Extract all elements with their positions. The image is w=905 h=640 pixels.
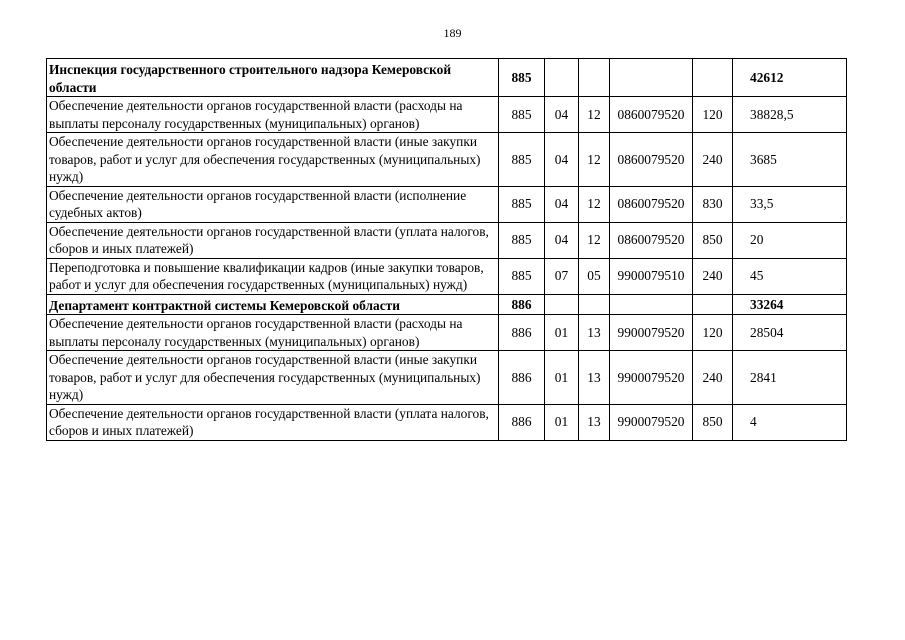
cell-expense-type — [693, 294, 733, 315]
cell-department-code: 886 — [499, 351, 545, 405]
cell-department-code: 885 — [499, 258, 545, 294]
cell-subsection: 12 — [579, 186, 610, 222]
cell-target-article — [610, 59, 693, 97]
cell-sum: 45 — [733, 258, 847, 294]
cell-target-article: 9900079510 — [610, 258, 693, 294]
table-row — [47, 97, 847, 133]
cell-name: Обеспечение деятельности органов государственной власти (расходы на выплаты персоналу государственных (муниципальных) органов) — [47, 97, 499, 133]
cell-sum: 33,5 — [733, 186, 847, 222]
cell-target-article: 0860079520 — [610, 186, 693, 222]
cell-section: 04 — [545, 186, 579, 222]
cell-section: 07 — [545, 258, 579, 294]
table-row — [47, 186, 847, 222]
cell-sum: 4 — [733, 404, 847, 440]
cell-name: Обеспечение деятельности органов государственной власти (уплата налогов, сборов и иных платежей) — [47, 404, 499, 440]
cell-subsection: 12 — [579, 133, 610, 187]
cell-expense-type: 240 — [693, 133, 733, 187]
cell-sum: 28504 — [733, 315, 847, 351]
cell-section: 04 — [545, 222, 579, 258]
cell-section: 04 — [545, 97, 579, 133]
cell-section: 01 — [545, 404, 579, 440]
cell-department-code: 885 — [499, 222, 545, 258]
table-row-department — [47, 294, 847, 315]
cell-name: Инспекция государственного строительного надзора Кемеровской области — [47, 59, 499, 97]
cell-department-code: 886 — [499, 315, 545, 351]
cell-expense-type: 120 — [693, 97, 733, 133]
cell-subsection: 13 — [579, 404, 610, 440]
cell-subsection: 12 — [579, 97, 610, 133]
cell-expense-type: 850 — [693, 404, 733, 440]
cell-department-code: 886 — [499, 294, 545, 315]
cell-department-code: 885 — [499, 133, 545, 187]
cell-department-code: 885 — [499, 97, 545, 133]
cell-sum: 33264 — [733, 294, 847, 315]
cell-expense-type: 240 — [693, 258, 733, 294]
cell-target-article — [610, 294, 693, 315]
table-row — [47, 222, 847, 258]
cell-name: Обеспечение деятельности органов государственной власти (уплата налогов, сборов и иных платежей) — [47, 222, 499, 258]
cell-section: 01 — [545, 351, 579, 405]
budget-table-body — [47, 59, 847, 441]
cell-subsection: 05 — [579, 258, 610, 294]
cell-target-article: 9900079520 — [610, 351, 693, 405]
cell-subsection — [579, 59, 610, 97]
table-row — [47, 404, 847, 440]
cell-subsection: 13 — [579, 351, 610, 405]
cell-target-article: 0860079520 — [610, 222, 693, 258]
cell-expense-type — [693, 59, 733, 97]
cell-expense-type: 850 — [693, 222, 733, 258]
budget-table — [46, 58, 847, 441]
table-row — [47, 258, 847, 294]
cell-name: Департамент контрактной системы Кемеровской области — [47, 294, 499, 315]
cell-target-article: 0860079520 — [610, 133, 693, 187]
cell-subsection: 13 — [579, 315, 610, 351]
cell-sum: 20 — [733, 222, 847, 258]
page-number: 189 — [443, 26, 462, 40]
cell-expense-type: 830 — [693, 186, 733, 222]
cell-subsection — [579, 294, 610, 315]
cell-name: Обеспечение деятельности органов государственной власти (исполнение судебных актов) — [47, 186, 499, 222]
cell-sum: 2841 — [733, 351, 847, 405]
cell-section — [545, 294, 579, 315]
cell-section: 04 — [545, 133, 579, 187]
cell-department-code: 885 — [499, 186, 545, 222]
cell-name: Переподготовка и повышение квалификации кадров (иные закупки товаров, работ и услуг для обеспечения государственных (муниципальных) нужд) — [47, 258, 499, 294]
cell-section: 01 — [545, 315, 579, 351]
cell-sum: 38828,5 — [733, 97, 847, 133]
table-row-department — [47, 59, 847, 97]
cell-expense-type: 240 — [693, 351, 733, 405]
cell-target-article: 0860079520 — [610, 97, 693, 133]
cell-expense-type: 120 — [693, 315, 733, 351]
cell-name: Обеспечение деятельности органов государственной власти (расходы на выплаты персоналу государственных (муниципальных) органов) — [47, 315, 499, 351]
cell-department-code: 886 — [499, 404, 545, 440]
cell-name: Обеспечение деятельности органов государственной власти (иные закупки товаров, работ и услуг для обеспечения государственных (муниципальных) нужд) — [47, 133, 499, 187]
cell-department-code: 885 — [499, 59, 545, 97]
table-row — [47, 133, 847, 187]
cell-sum: 42612 — [733, 59, 847, 97]
table-row — [47, 351, 847, 405]
cell-section — [545, 59, 579, 97]
cell-sum: 3685 — [733, 133, 847, 187]
cell-subsection: 12 — [579, 222, 610, 258]
cell-target-article: 9900079520 — [610, 404, 693, 440]
table-row — [47, 315, 847, 351]
cell-name: Обеспечение деятельности органов государственной власти (иные закупки товаров, работ и услуг для обеспечения государственных (муниципальных) нужд) — [47, 351, 499, 405]
cell-target-article: 9900079520 — [610, 315, 693, 351]
